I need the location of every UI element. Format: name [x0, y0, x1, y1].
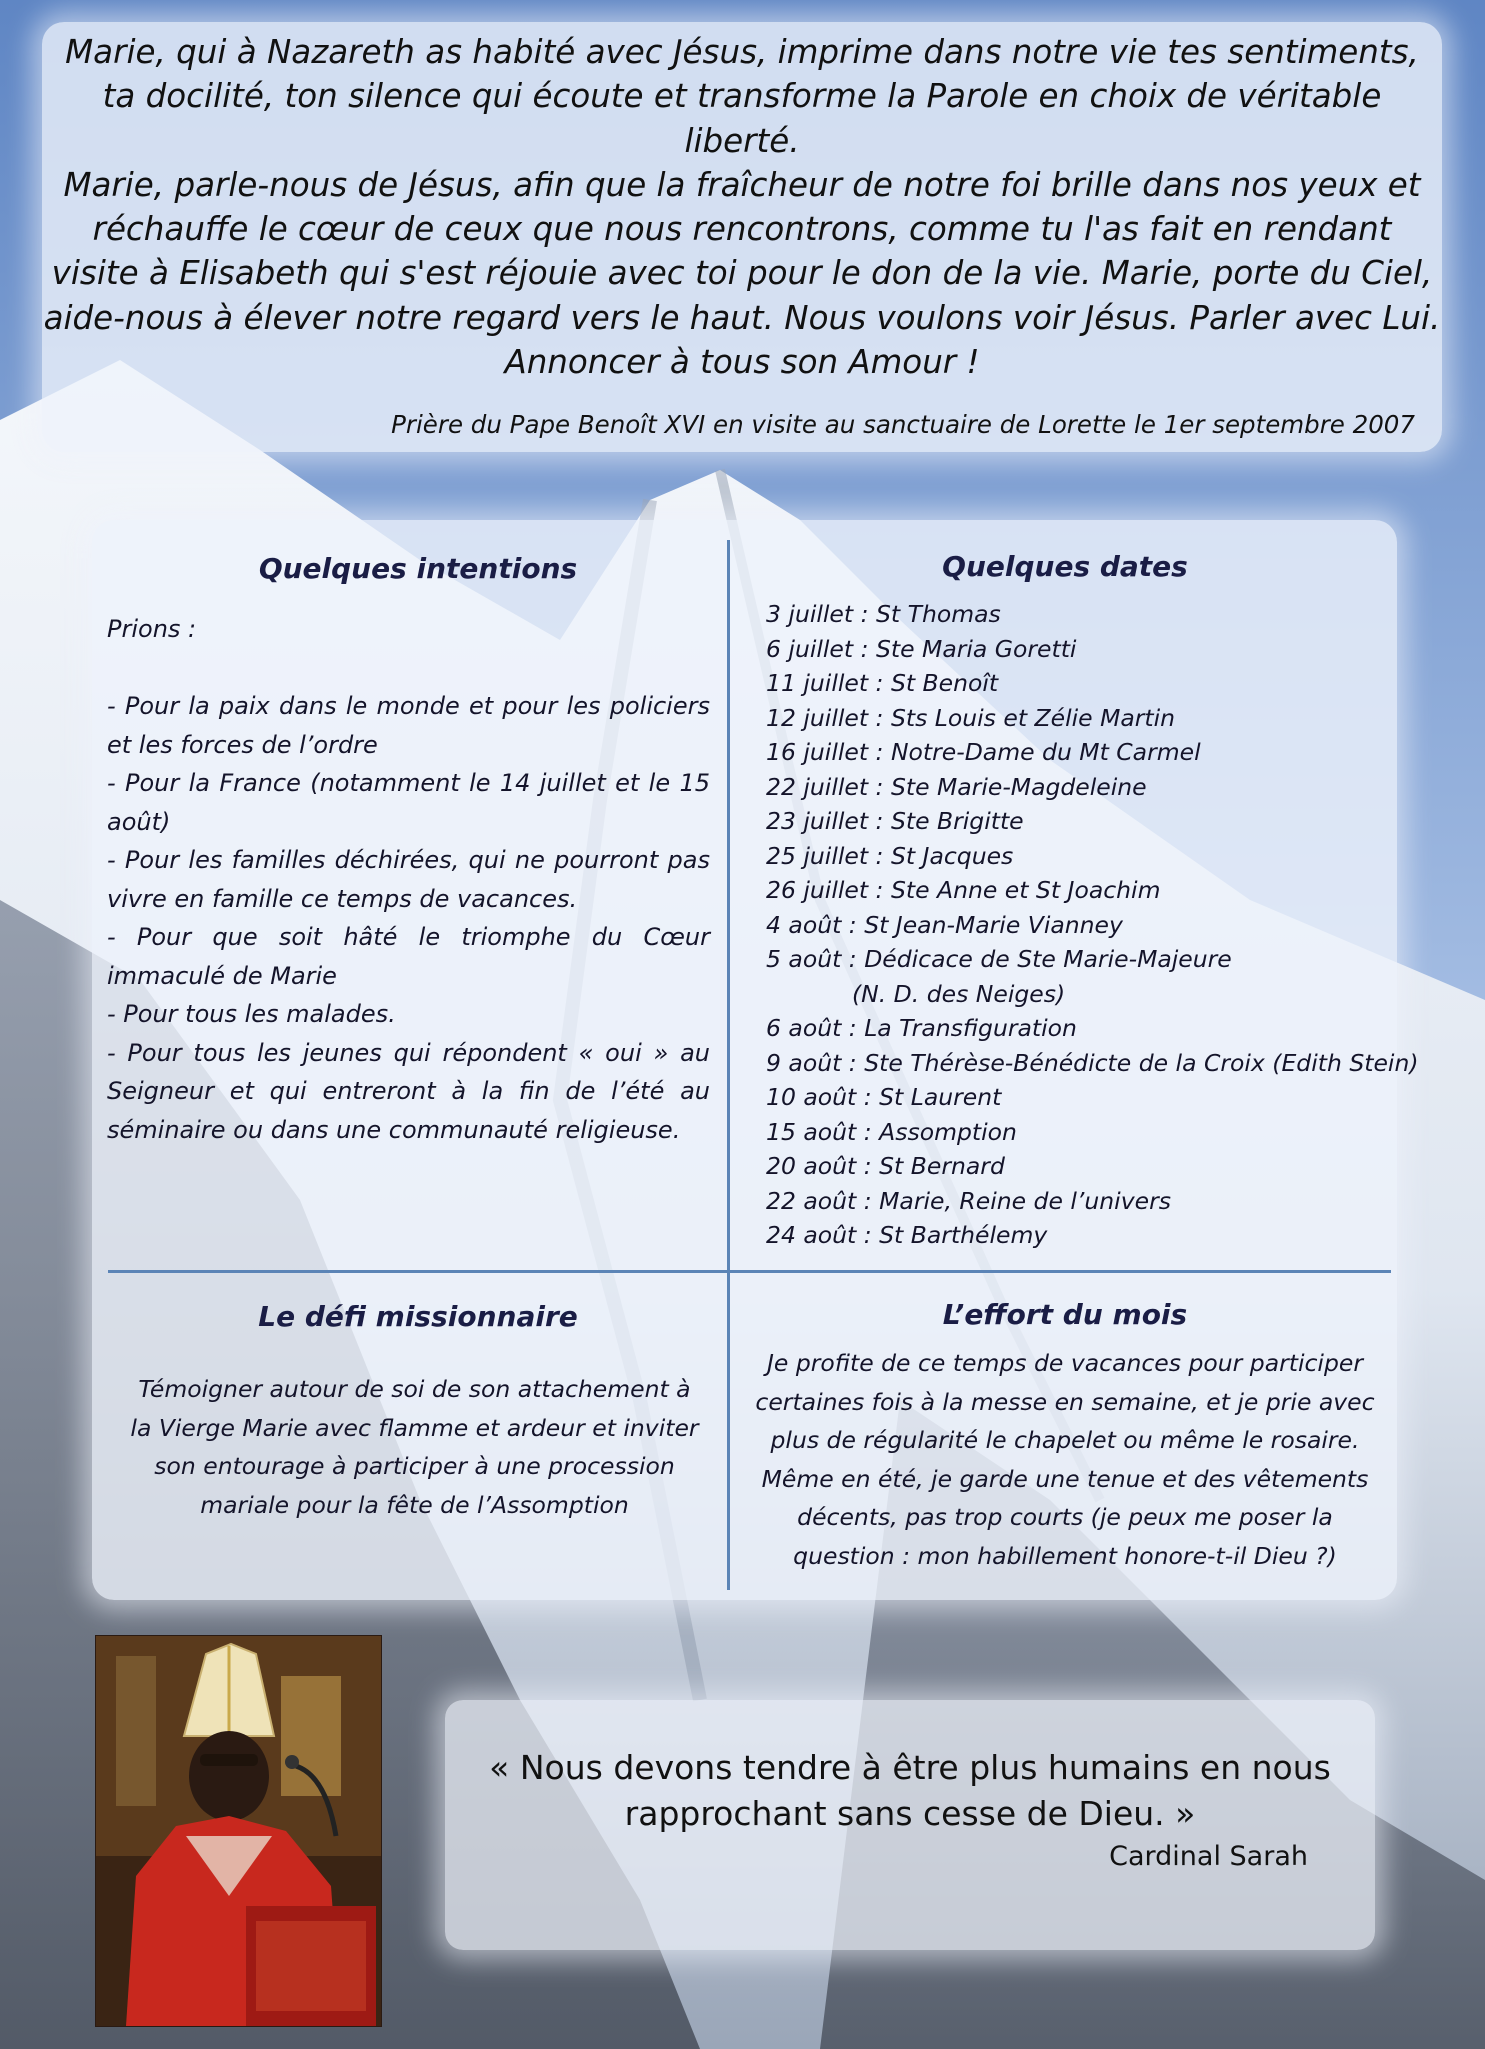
date-feast: St Thomas [875, 600, 1001, 628]
spacer [107, 649, 710, 688]
date-row [766, 1218, 1419, 1253]
date-feast: St Barthélemy [879, 1221, 1048, 1249]
dates-title: Quelques dates [942, 550, 1188, 583]
date-row [766, 770, 1419, 805]
date-day: 15 août : [766, 1117, 872, 1146]
date-row [766, 1046, 1419, 1081]
defi-line: la Vierge Marie avec flamme et ardeur et inviter [130, 1413, 699, 1442]
date-day: 23 juillet : [766, 807, 884, 835]
date-day: 25 juillet : [766, 841, 884, 870]
defi-text [112, 1370, 717, 1524]
intention-item: - Pour les familles déchirées, qui ne pourront pas vivre en famille ce temps de vacances. [107, 846, 710, 913]
date-day: 10 août : [766, 1083, 872, 1111]
date-feast: Ste Marie-Magdeleine [890, 772, 1147, 801]
date-day: 3 juillet : [766, 600, 869, 628]
date-row [766, 1011, 1419, 1046]
date-feast: St Jacques [890, 841, 1014, 870]
effort-line: certaines fois à la messe en semaine, et je prie avec [755, 1387, 1375, 1416]
effort-line: décents, pas trop courts (je peux me poser la [797, 1503, 1333, 1531]
date-row [766, 873, 1419, 908]
date-row [766, 804, 1419, 839]
prayer-line: Marie, parle-nous de Jésus, afin que la fraîcheur de notre foi brille dans nos yeux et [63, 165, 1421, 204]
effort-line: plus de régularité le chapelet ou même le rosaire. [770, 1426, 1360, 1454]
date-day: 5 août : [766, 945, 857, 973]
quote-author: Cardinal Sarah [1109, 1841, 1308, 1872]
date-row [766, 1184, 1419, 1219]
date-day: 6 juillet : [766, 634, 869, 663]
date-feast: Assomption [879, 1117, 1017, 1146]
effort-text [745, 1344, 1385, 1575]
dates-list [766, 597, 1419, 1253]
intention-item: - Pour que soit hâté le triomphe du Cœur immaculé de Marie [107, 923, 710, 990]
date-row [766, 1080, 1419, 1115]
date-day: 20 août : [766, 1152, 872, 1180]
intention-item: - Pour la paix dans le monde et pour les policiers et les forces de l’ordre [107, 692, 710, 759]
cardinal-photo [95, 1635, 382, 2027]
effort-line: question : mon habillement honore-t-il Dieu ?) [793, 1541, 1337, 1570]
prayer-text [42, 30, 1442, 384]
prayer-line: visite à Elisabeth qui s'est réjouie avec toi pour le don de la vie. Marie, porte du Ciel, [51, 254, 1433, 293]
date-row [766, 942, 1419, 977]
date-day: 22 juillet : [766, 772, 884, 801]
prayer-line: réchauffe le cœur de ceux que nous rencontrons, comme tu l'as fait en rendant [92, 210, 1392, 249]
vertical-divider [727, 540, 730, 1590]
date-row [766, 839, 1419, 874]
defi-line: Témoigner autour de soi de son attachement à [138, 1375, 691, 1403]
date-feast: St Laurent [879, 1083, 1002, 1111]
effort-line: Même en été, je garde une tenue et des vêtements [761, 1464, 1369, 1493]
date-day: 22 août : [766, 1186, 872, 1215]
date-row [766, 597, 1419, 632]
prayer-line: Marie, qui à Nazareth as habité avec Jésus, imprime dans notre vie tes sentiments, [65, 33, 1419, 71]
date-day: 4 août : [766, 910, 857, 939]
date-day: 11 juillet : [766, 669, 884, 697]
defi-title: Le défi missionnaire [258, 1300, 578, 1333]
date-row [766, 977, 1419, 1012]
date-row [766, 908, 1419, 943]
date-feast: Ste Thérèse-Bénédicte de la Croix (Edith Stein) [864, 1048, 1419, 1077]
date-feast: St Jean-Marie Vianney [864, 910, 1123, 939]
date-feast: Marie, Reine de l’univers [879, 1186, 1171, 1215]
date-row [766, 701, 1419, 736]
date-row [766, 1115, 1419, 1150]
prayer-line: Annoncer à tous son Amour ! [504, 343, 980, 382]
date-row [766, 632, 1419, 667]
date-row [766, 666, 1419, 701]
quote-line: « Nous devons tendre à être plus humains en nous [489, 1748, 1331, 1787]
prayer-line: ta docilité, ton silence qui écoute et transforme la Parole en choix de véritable liberté. [102, 77, 1382, 160]
date-feast: Ste Maria Goretti [875, 634, 1077, 663]
effort-line: Je profite de ce temps de vacances pour participer [766, 1349, 1363, 1377]
intention-item: - Pour tous les malades. [107, 1000, 396, 1028]
quote-line: rapprochant sans cesse de Dieu. » [624, 1794, 1196, 1833]
prayer-source: Prière du Pape Benoît XVI en visite au sanctuaire de Lorette le 1er septembre 2007 [391, 410, 1415, 439]
intentions-intro: Prions : [107, 615, 197, 643]
effort-title: L’effort du mois [942, 1298, 1188, 1331]
date-day: 12 juillet : [766, 703, 884, 732]
date-day: 6 août : [766, 1014, 857, 1042]
date-feast: St Bernard [879, 1152, 1005, 1180]
date-day: 24 août : [766, 1221, 872, 1249]
intention-item: - Pour la France (notamment le 14 juillet et le 15 août) [107, 769, 710, 836]
horizontal-divider [108, 1270, 1391, 1273]
date-feast: Notre-Dame du Mt Carmel [890, 738, 1201, 766]
quote-text [460, 1745, 1360, 1837]
defi-line: mariale pour la fête de l’Assomption [200, 1490, 629, 1519]
date-row [766, 1149, 1419, 1184]
intention-item: - Pour tous les jeunes qui répondent « oui » au Seigneur et qui entreront à la fin de l’été au séminaire ou dans une communauté religieuse. [107, 1038, 710, 1144]
date-feast: Ste Brigitte [890, 807, 1024, 835]
date-row [766, 735, 1419, 770]
prayer-line: aide-nous à élever notre regard vers le haut. Nous voulons voir Jésus. Parler avec Lui. [43, 298, 1441, 337]
intentions-title: Quelques intentions [258, 552, 578, 585]
date-feast: Ste Anne et St Joachim [890, 876, 1161, 904]
date-feast: Sts Louis et Zélie Martin [890, 703, 1176, 732]
date-feast: Dédicace de Ste Marie-Majeure [864, 945, 1232, 973]
date-day: 16 juillet : [766, 738, 884, 766]
date-day: 9 août : [766, 1048, 857, 1077]
intentions-list [107, 610, 710, 1149]
date-feast: La Transfiguration [864, 1014, 1077, 1042]
defi-line: son entourage à participer à une procession [154, 1452, 675, 1480]
date-day: 26 juillet : [766, 876, 884, 904]
date-feast: (N. D. des Neiges) [852, 979, 1066, 1008]
date-feast: St Benoît [890, 669, 999, 697]
